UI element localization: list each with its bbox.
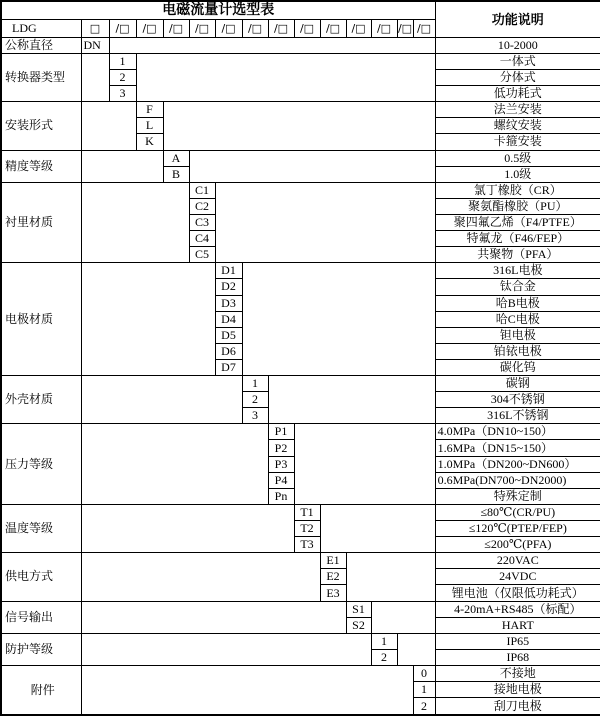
spacer-cell <box>81 102 136 150</box>
code-slot: /□ <box>163 19 189 37</box>
spacer-cell <box>397 633 435 665</box>
option-desc: 1.0MPa（DN200~DN600） <box>435 456 600 472</box>
section-row <box>1 424 600 440</box>
section-row <box>1 553 600 569</box>
option-code: 1 <box>413 682 435 698</box>
option-desc: 卡箍安装 <box>435 134 600 150</box>
option-desc: 分体式 <box>435 69 600 85</box>
title-row <box>1 1 600 19</box>
spacer-cell <box>81 424 268 505</box>
section-row <box>1 182 600 198</box>
option-desc: 0.6MPa(DN700~DN2000) <box>435 472 600 488</box>
option-desc: IP68 <box>435 649 600 665</box>
spacer-cell <box>81 504 294 552</box>
diameter-row <box>1 37 600 53</box>
spacer-cell <box>109 37 435 53</box>
option-desc: 聚氨酯橡胶（PU） <box>435 198 600 214</box>
option-code: T3 <box>294 537 320 553</box>
diameter-label: 公称直径 <box>1 37 81 53</box>
option-desc: 316L电极 <box>435 263 600 279</box>
option-code: C3 <box>189 214 215 230</box>
option-desc: IP65 <box>435 633 600 649</box>
spacer-cell <box>371 601 435 633</box>
option-code: A <box>163 150 189 166</box>
code-slot: /□ <box>242 19 268 37</box>
option-code: C5 <box>189 247 215 263</box>
option-code: C2 <box>189 198 215 214</box>
option-code: P1 <box>268 424 294 440</box>
option-code: 2 <box>109 69 136 85</box>
spacer-cell <box>189 150 435 182</box>
option-code: C1 <box>189 182 215 198</box>
option-code: 3 <box>109 86 136 102</box>
option-code: C4 <box>189 231 215 247</box>
option-code: 2 <box>242 392 268 408</box>
option-desc: 碳化钨 <box>435 359 600 375</box>
code-slot: /□ <box>189 19 215 37</box>
section-row <box>1 263 600 279</box>
option-desc: 24VDC <box>435 569 600 585</box>
model-prefix: LDG <box>1 19 81 37</box>
section-label: 精度等级 <box>1 150 81 182</box>
option-desc: 1.6MPa（DN15~150） <box>435 440 600 456</box>
option-code: 1 <box>109 53 136 69</box>
option-desc: 4-20mA+RS485（标配） <box>435 601 600 617</box>
spacer-cell <box>346 553 435 601</box>
spacer-cell <box>81 53 109 101</box>
section-label: 附件 <box>1 666 81 715</box>
option-desc: 特殊定制 <box>435 488 600 504</box>
option-code: 1 <box>242 376 268 392</box>
code-slot: /□ <box>371 19 397 37</box>
option-desc: ≤80℃(CR/PU) <box>435 504 600 520</box>
option-code: F <box>136 102 163 118</box>
option-code: E1 <box>320 553 346 569</box>
option-desc: 锂电池（仅限低功耗式） <box>435 585 600 601</box>
option-code: B <box>163 166 189 182</box>
section-row <box>1 633 600 649</box>
table-title: 电磁流量计选型表 <box>1 1 435 19</box>
option-desc: 钛合金 <box>435 279 600 295</box>
diameter-desc: 10-2000 <box>435 37 600 53</box>
code-slot: /□ <box>397 19 413 37</box>
option-desc: 哈C电极 <box>435 311 600 327</box>
spacer-cell <box>242 263 435 376</box>
spacer-cell <box>81 376 242 424</box>
spacer-cell <box>136 53 435 101</box>
spacer-cell <box>81 601 346 633</box>
spacer-cell <box>81 633 371 665</box>
code-slot: /□ <box>413 19 435 37</box>
code-slot: /□ <box>109 19 136 37</box>
section-label: 安装形式 <box>1 102 81 150</box>
option-code: 1 <box>371 633 397 649</box>
spacer-cell <box>81 182 189 263</box>
option-code: D3 <box>215 295 242 311</box>
code-slot: /□ <box>215 19 242 37</box>
option-desc: 不接地 <box>435 666 600 682</box>
spacer-cell <box>215 182 435 263</box>
option-code: S2 <box>346 617 371 633</box>
option-desc: 碳钢 <box>435 376 600 392</box>
option-desc: 接地电极 <box>435 682 600 698</box>
spacer-cell <box>81 263 215 376</box>
section-label: 压力等级 <box>1 424 81 505</box>
code-slot: /□ <box>320 19 346 37</box>
option-code: E2 <box>320 569 346 585</box>
option-code: S1 <box>346 601 371 617</box>
option-desc: 钽电极 <box>435 327 600 343</box>
section-row <box>1 504 600 520</box>
option-code: E3 <box>320 585 346 601</box>
option-desc: 聚四氟乙烯（F4/PTFE） <box>435 214 600 230</box>
spacer-cell <box>320 504 435 552</box>
option-desc: 铂铱电极 <box>435 343 600 359</box>
spacer-cell <box>294 424 435 505</box>
option-code: P2 <box>268 440 294 456</box>
option-code: 2 <box>413 698 435 715</box>
section-row <box>1 666 600 682</box>
option-desc: HART <box>435 617 600 633</box>
option-desc: 220VAC <box>435 553 600 569</box>
option-code: P3 <box>268 456 294 472</box>
option-desc: 低功耗式 <box>435 86 600 102</box>
section-label: 外壳材质 <box>1 376 81 424</box>
base-code-box: □ <box>81 19 109 37</box>
section-row <box>1 53 600 69</box>
section-label: 电极材质 <box>1 263 81 376</box>
option-code: T1 <box>294 504 320 520</box>
option-code: 2 <box>371 649 397 665</box>
option-desc: 316L不锈钢 <box>435 408 600 424</box>
diameter-code: DN <box>81 37 109 53</box>
section-label: 温度等级 <box>1 504 81 552</box>
option-desc: ≤200℃(PFA) <box>435 537 600 553</box>
option-code: T2 <box>294 521 320 537</box>
section-label: 供电方式 <box>1 553 81 601</box>
spacer-cell <box>81 553 320 601</box>
code-slot: /□ <box>346 19 371 37</box>
option-desc: 特氟龙（F46/FEP） <box>435 231 600 247</box>
section-label: 防护等级 <box>1 633 81 665</box>
code-slot: /□ <box>294 19 320 37</box>
option-code: 3 <box>242 408 268 424</box>
option-code: D7 <box>215 359 242 375</box>
option-code: D1 <box>215 263 242 279</box>
function-column-header: 功能说明 <box>435 1 600 37</box>
spacer-cell <box>81 666 413 715</box>
option-desc: 304不锈钢 <box>435 392 600 408</box>
spacer-cell <box>81 150 163 182</box>
option-code: D4 <box>215 311 242 327</box>
code-slot: /□ <box>136 19 163 37</box>
option-code: D6 <box>215 343 242 359</box>
section-row <box>1 601 600 617</box>
section-label: 信号输出 <box>1 601 81 633</box>
option-code: D2 <box>215 279 242 295</box>
option-desc: 氯丁橡胶（CR） <box>435 182 600 198</box>
code-slot: /□ <box>268 19 294 37</box>
option-code: K <box>136 134 163 150</box>
option-code: D5 <box>215 327 242 343</box>
option-desc: 共聚物（PFA） <box>435 247 600 263</box>
option-desc: ≤120℃(PTEP/FEP) <box>435 521 600 537</box>
option-desc: 一体式 <box>435 53 600 69</box>
option-code: 0 <box>413 666 435 682</box>
section-label: 衬里材质 <box>1 182 81 263</box>
option-desc: 法兰安装 <box>435 102 600 118</box>
option-code: Pn <box>268 488 294 504</box>
spacer-cell <box>163 102 435 150</box>
option-desc: 螺纹安装 <box>435 118 600 134</box>
section-row <box>1 376 600 392</box>
option-code: L <box>136 118 163 134</box>
section-row <box>1 102 600 118</box>
section-label: 转换器类型 <box>1 53 81 101</box>
option-code: P4 <box>268 472 294 488</box>
option-desc: 4.0MPa（DN10~150） <box>435 424 600 440</box>
section-row <box>1 150 600 166</box>
option-desc: 0.5级 <box>435 150 600 166</box>
option-desc: 哈B电极 <box>435 295 600 311</box>
option-desc: 1.0级 <box>435 166 600 182</box>
spacer-cell <box>268 376 435 424</box>
option-desc: 刮刀电极 <box>435 698 600 715</box>
